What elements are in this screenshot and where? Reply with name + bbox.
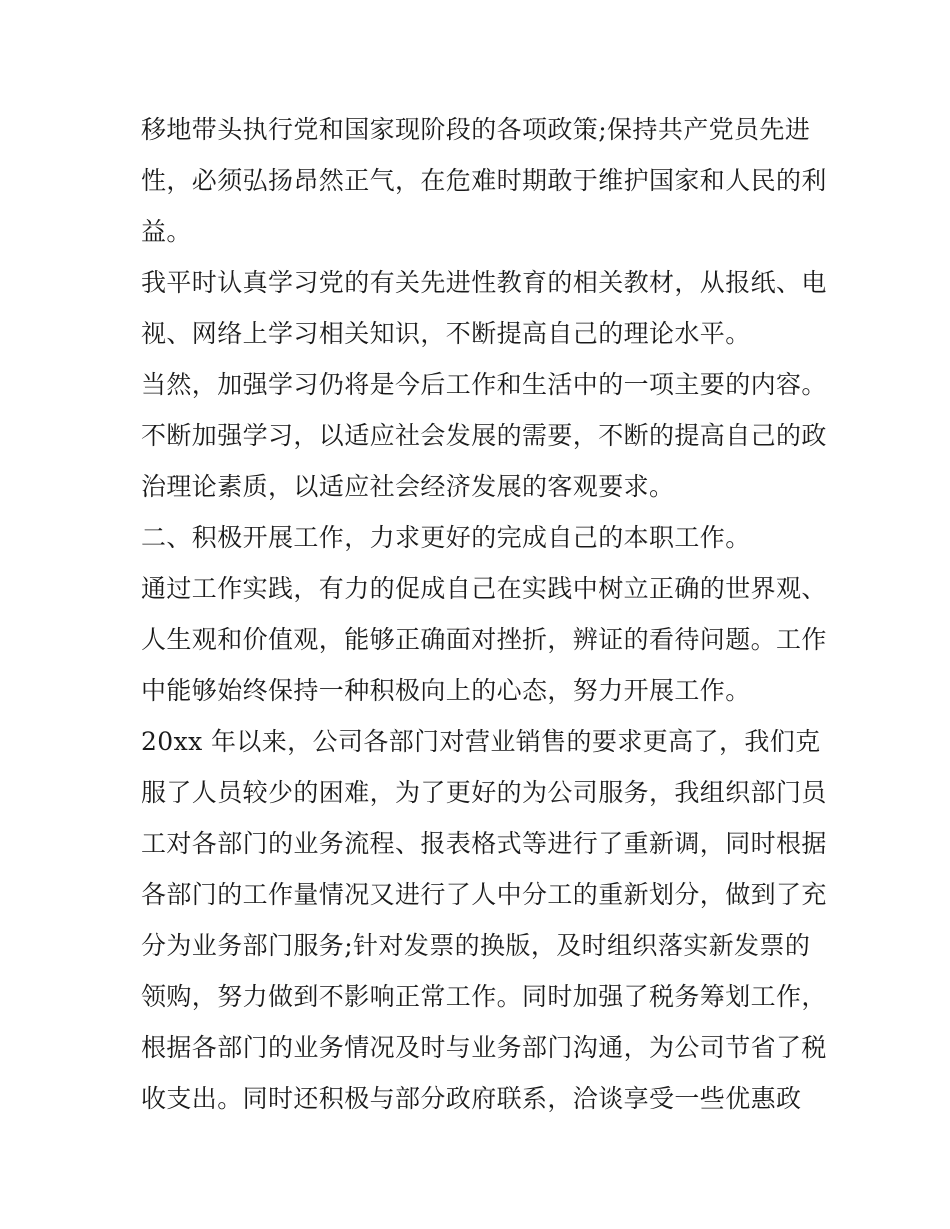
text-line: 通过工作实践，有力的促成自己在实践中树立正确的世界观、 <box>141 574 827 603</box>
text-line: 性，必须弘扬昂然正气，在危难时期敢于维护国家和人民的利 <box>141 166 827 195</box>
text-line: 我平时认真学习党的有关先进性教育的相关教材，从报纸、电 <box>141 268 827 297</box>
text-line: 工对各部门的业务流程、报表格式等进行了重新调，同时根据 <box>141 829 827 858</box>
text-line: 领购，努力做到不影响正常工作。同时加强了税务筹划工作， <box>141 982 827 1011</box>
text-line: 视、网络上学习相关知识，不断提高自己的理论水平。 <box>141 319 751 348</box>
text-line: 收支出。同时还积极与部分政府联系，洽谈享受一些优惠政 <box>141 1084 802 1113</box>
text-line: 20xx 年以来，公司各部门对营业销售的要求更高了，我们克 <box>141 727 821 756</box>
text-line: 人生观和价值观，能够正确面对挫折，辨证的看待问题。工作 <box>141 625 827 654</box>
text-line: 各部门的工作量情况又进行了人中分工的重新划分，做到了充 <box>141 880 827 909</box>
text-line: 中能够始终保持一种积极向上的心态，努力开展工作。 <box>141 676 751 705</box>
text-line: 益。 <box>141 217 192 246</box>
text-line: 服了人员较少的困难，为了更好的为公司服务，我组织部门员 <box>141 778 827 807</box>
text-line: 二、积极开展工作，力求更好的完成自己的本职工作。 <box>141 523 751 552</box>
text-line: 治理论素质，以适应社会经济发展的客观要求。 <box>141 472 675 501</box>
text-line: 不断加强学习，以适应社会发展的需要，不断的提高自己的政 <box>141 421 827 450</box>
text-line: 根据各部门的业务情况及时与业务部门沟通，为公司节省了税 <box>141 1033 827 1062</box>
text-line: 移地带头执行党和国家现阶段的各项政策;保持共产党员先进 <box>141 115 811 144</box>
text-line: 分为业务部门服务;针对发票的换版，及时组织落实新发票的 <box>141 931 811 960</box>
text-line: 当然，加强学习仍将是今后工作和生活中的一项主要的内容。 <box>141 370 827 399</box>
